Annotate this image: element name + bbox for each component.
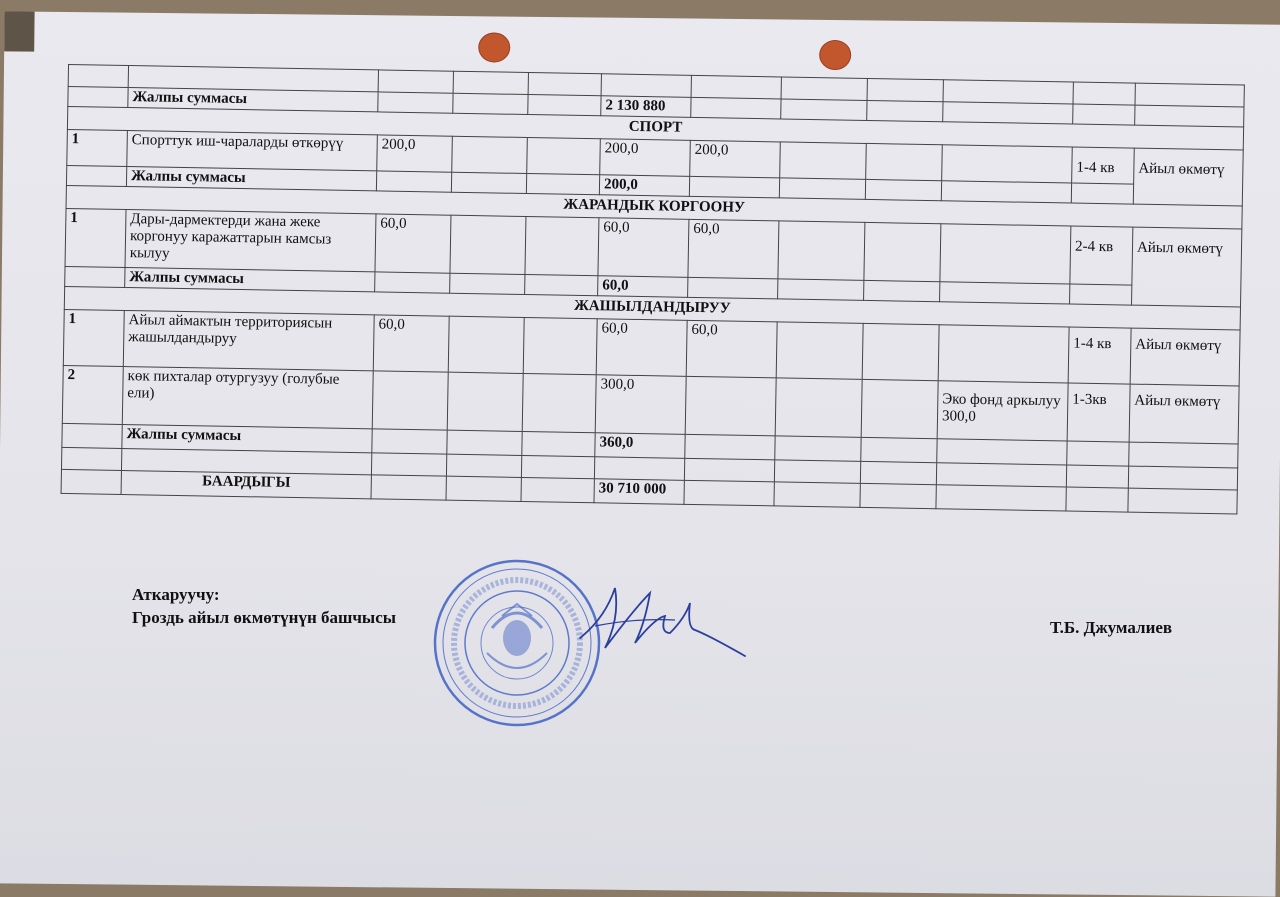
total-label: Жалпы суммасы bbox=[126, 167, 376, 191]
row-number: 1 bbox=[65, 208, 126, 267]
item-name: Спорттук иш-чараларды өткөрүү bbox=[127, 131, 378, 171]
row-number: 2 bbox=[62, 365, 123, 424]
amount-cell: 200,0 bbox=[600, 139, 691, 177]
budget-table bbox=[61, 64, 1245, 514]
punch-hole-left bbox=[478, 32, 510, 62]
amount-cell: 300,0 bbox=[595, 375, 686, 435]
period-cell: 2-4 кв bbox=[1070, 226, 1133, 285]
period-cell: 1-3кв bbox=[1067, 383, 1130, 442]
total-label: Жалпы суммасы bbox=[128, 88, 378, 112]
budget-table-wrap bbox=[61, 64, 1244, 514]
amount-cell: 60,0 bbox=[686, 320, 777, 378]
total-amount: 200,0 bbox=[599, 175, 689, 197]
total-amount: 360,0 bbox=[595, 433, 685, 459]
page-corner-shadow bbox=[4, 11, 34, 51]
note-cell: Эко фонд аркылуу 300,0 bbox=[937, 381, 1068, 441]
row-number: 1 bbox=[63, 309, 124, 366]
item-name: көк пихталар отургузуу (голубые ели) bbox=[122, 366, 373, 428]
responsible-cell: Айыл өкмөтү bbox=[1132, 227, 1242, 307]
responsible-cell: Айыл өкмөтү bbox=[1133, 148, 1243, 206]
row-number: 1 bbox=[67, 129, 128, 166]
period-cell: 1-4 кв bbox=[1072, 147, 1135, 184]
item-name: Айыл аймактын территориясын жашылдандыруу bbox=[123, 311, 374, 371]
amount-cell: 200,0 bbox=[377, 135, 453, 172]
executor-position: Гроздь айыл өкмөтүнүн башчысы bbox=[132, 608, 397, 627]
amount-cell: 60,0 bbox=[596, 319, 687, 377]
period-cell: 1-4 кв bbox=[1068, 327, 1131, 384]
total-amount: 60,0 bbox=[598, 276, 688, 298]
responsible-cell: Айыл өкмөтү bbox=[1129, 384, 1239, 444]
punch-hole-right bbox=[819, 40, 851, 70]
section-title-sport: СПОРТ bbox=[67, 106, 1243, 150]
document-page bbox=[0, 11, 1280, 896]
grand-total-label: БААРДЫГЫ bbox=[121, 470, 371, 498]
signature-icon bbox=[575, 578, 750, 663]
total-amount: 2 130 880 bbox=[601, 96, 691, 118]
section-title-green: ЖАШЫЛДАНДЫРУУ bbox=[64, 286, 1240, 330]
section-title-social: ЖАРАНДЫК КОРГООНУ bbox=[66, 185, 1242, 229]
grand-total-amount: 30 710 000 bbox=[594, 479, 684, 505]
amount-cell: 60,0 bbox=[373, 315, 449, 372]
executor-label: Аткаруучу: bbox=[132, 585, 220, 604]
item-name: Дары-дармектерди жана жеке коргонуу каражаттарын камсыз кылуу bbox=[125, 210, 376, 272]
amount-cell: 200,0 bbox=[690, 140, 781, 178]
amount-cell: 60,0 bbox=[688, 219, 779, 279]
executor-name: Т.Б. Джумалиев bbox=[1050, 618, 1173, 637]
total-label: Жалпы суммасы bbox=[125, 268, 375, 292]
amount-cell: 60,0 bbox=[598, 218, 689, 278]
total-label: Жалпы суммасы bbox=[122, 424, 372, 452]
responsible-cell: Айыл өкмөтү bbox=[1130, 328, 1240, 386]
amount-cell: 60,0 bbox=[375, 214, 451, 273]
